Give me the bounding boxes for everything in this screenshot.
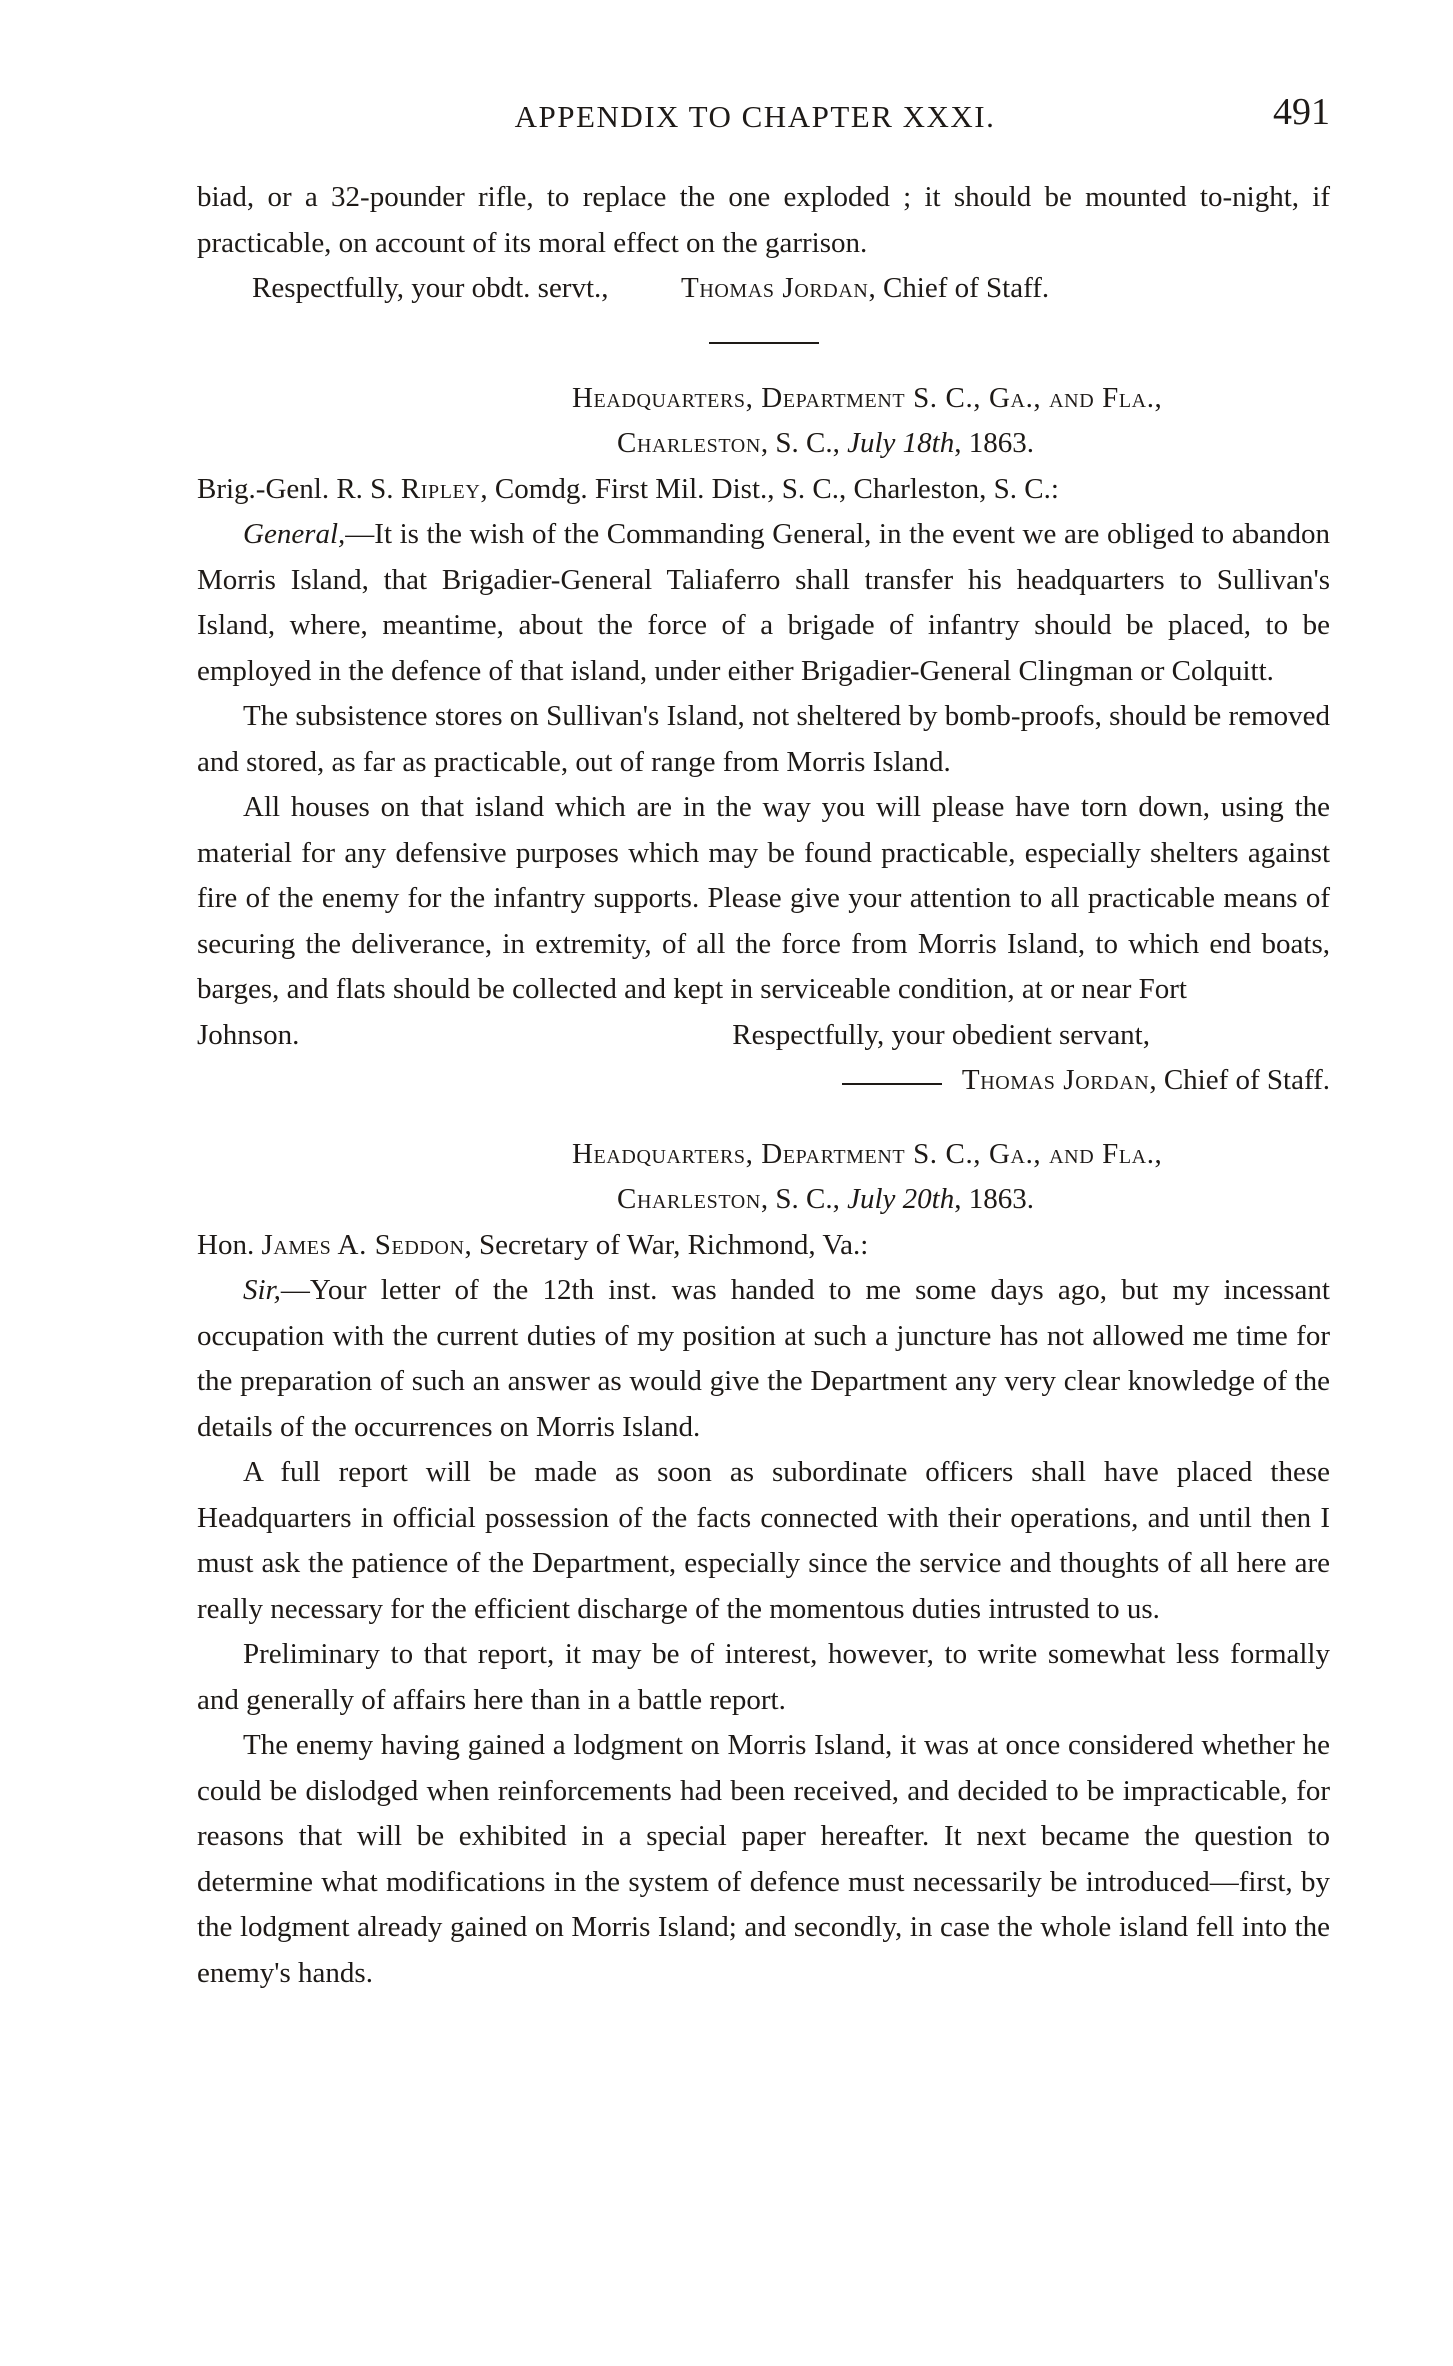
- letter2-closing: Respectfully, your obedient servant,: [732, 1018, 1150, 1051]
- letter2-closing-row: [197, 1013, 1330, 1059]
- letter3-addressee-prefix: Hon.: [197, 1228, 262, 1261]
- document-body: [197, 175, 1330, 1996]
- letter3-place: Charleston: [617, 1183, 761, 1215]
- letter3-addressee-name: James A. Seddon: [261, 1228, 465, 1261]
- letter2-signer: Thomas Jordan: [961, 1064, 1150, 1096]
- page-number: 491: [1273, 91, 1330, 133]
- letter1-signer-title: , Chief of Staff.: [868, 272, 1050, 304]
- letter1-continuation: biad, or a 32-pounder rifle, to replace the one exploded ; it should be mounted to-night, if practicable, on account of its moral effect on the garrison.: [197, 181, 1330, 259]
- letter2-signature: [197, 1058, 1330, 1104]
- letter3-addressee-rest: , Secretary of War, Richmond, Va.:: [464, 1228, 869, 1261]
- letter3-place-date: [197, 1177, 1330, 1223]
- letter2-date: July 18th: [847, 427, 955, 459]
- letter2-salutation: General,: [243, 518, 346, 550]
- letter2-p3-last: Johnson.: [197, 1018, 300, 1051]
- letter2-p1-text: —It is the wish of the Commanding General, in the event we are obliged to abandon Morris Island, that Brigadier-General Taliaferro shall transfer his headquarters to Sullivan's Island, where, meantime, about the force of a brigade of infantry should be placed, to be employed in the defence of that island, under either Brigadier-General Clingman or Colquitt.: [197, 518, 1330, 687]
- letter2-place: Charleston: [617, 427, 761, 459]
- letter2-headquarters: Headquarters, Department S. C., Ga., and Fla.,: [572, 381, 1163, 414]
- letter2-paragraph-3: All houses on that island which are in the way you will please have torn down, using the material for any defensive purposes which may be found practicable, especially shelters against fire of the enemy for the infantry supports. Please give your attention to all practicable means of securing the deliverance, in extremity, of all the force from Morris Island, to which end boats, barges, and flats should be collected and kept in serviceable condition, at or near Fort: [197, 791, 1330, 1005]
- section-divider-1: [709, 342, 819, 344]
- letter1-signer: Thomas Jordan: [681, 272, 869, 304]
- letter3-p1-text: —Your letter of the 12th inst. was handed to me some days ago, but my incessant occupation with the current duties of my position at such a juncture has not allowed me time for the preparation of such an answer as would give the Department any very clear knowledge of the details of the occurrences on Morris Island.: [197, 1274, 1330, 1443]
- letter3-year: , 1863.: [954, 1183, 1034, 1215]
- letter3-paragraph-1: [197, 1268, 1330, 1450]
- letter2-signer-title: , Chief of Staff.: [1149, 1064, 1330, 1096]
- letter3-paragraph-3: Preliminary to that report, it may be of interest, however, to write somewhat less formally and generally of affairs here than in a battle report.: [197, 1638, 1330, 1716]
- letter3-place-rest: , S. C.,: [760, 1183, 848, 1215]
- letter3-date: July 20th: [847, 1183, 955, 1215]
- running-head: [180, 90, 1330, 140]
- letter2-place-date: [197, 421, 1330, 467]
- letter2-year: , 1863.: [954, 427, 1034, 459]
- letter2-addressee-rest: , Comdg. First Mil. Dist., S. C., Charleston, S. C.:: [480, 472, 1059, 505]
- letter2-paragraph-2: The subsistence stores on Sullivan's Island, not sheltered by bomb-proofs, should be removed and stored, as far as practicable, out of range from Morris Island.: [197, 700, 1330, 778]
- running-title: APPENDIX TO CHAPTER XXXI.: [514, 99, 996, 134]
- letter1-closing: Respectfully, your obdt. servt.,: [252, 272, 609, 304]
- letter2-addressee: [197, 467, 1330, 513]
- letter2-place-rest: , S. C.,: [760, 427, 848, 459]
- letter1-signature-line: [197, 266, 1330, 312]
- letter2-paragraph-1: [197, 512, 1330, 694]
- letter3-headquarters: Headquarters, Department S. C., Ga., and Fla.,: [572, 1137, 1163, 1170]
- letter2-addressee-name: Ripley: [400, 472, 481, 505]
- letter2-addressee-prefix: Brig.-Genl. R. S.: [197, 472, 401, 505]
- letter3-paragraph-4: The enemy having gained a lodgment on Morris Island, it was at once considered whether he could be dislodged when reinforcements had been received, and decided to be impracticable, for reasons that will be exhibited in a special paper hereafter. It next became the question to determine what modifications in the system of defence must necessarily be introduced—first, by the lodgment already gained on Morris Island; and secondly, in case the whole island fell into the enemy's hands.: [197, 1729, 1330, 1989]
- letter3-paragraph-2: A full report will be made as soon as subordinate officers shall have placed these Headquarters in official possession of the facts connected with their operations, and until then I must ask the patience of the Department, especially since the service and thoughts of all here are really necessary for the efficient discharge of the momentous duties intrusted to us.: [197, 1456, 1330, 1625]
- letter3-salutation: Sir,: [243, 1274, 281, 1306]
- letter3-addressee: [197, 1223, 1330, 1269]
